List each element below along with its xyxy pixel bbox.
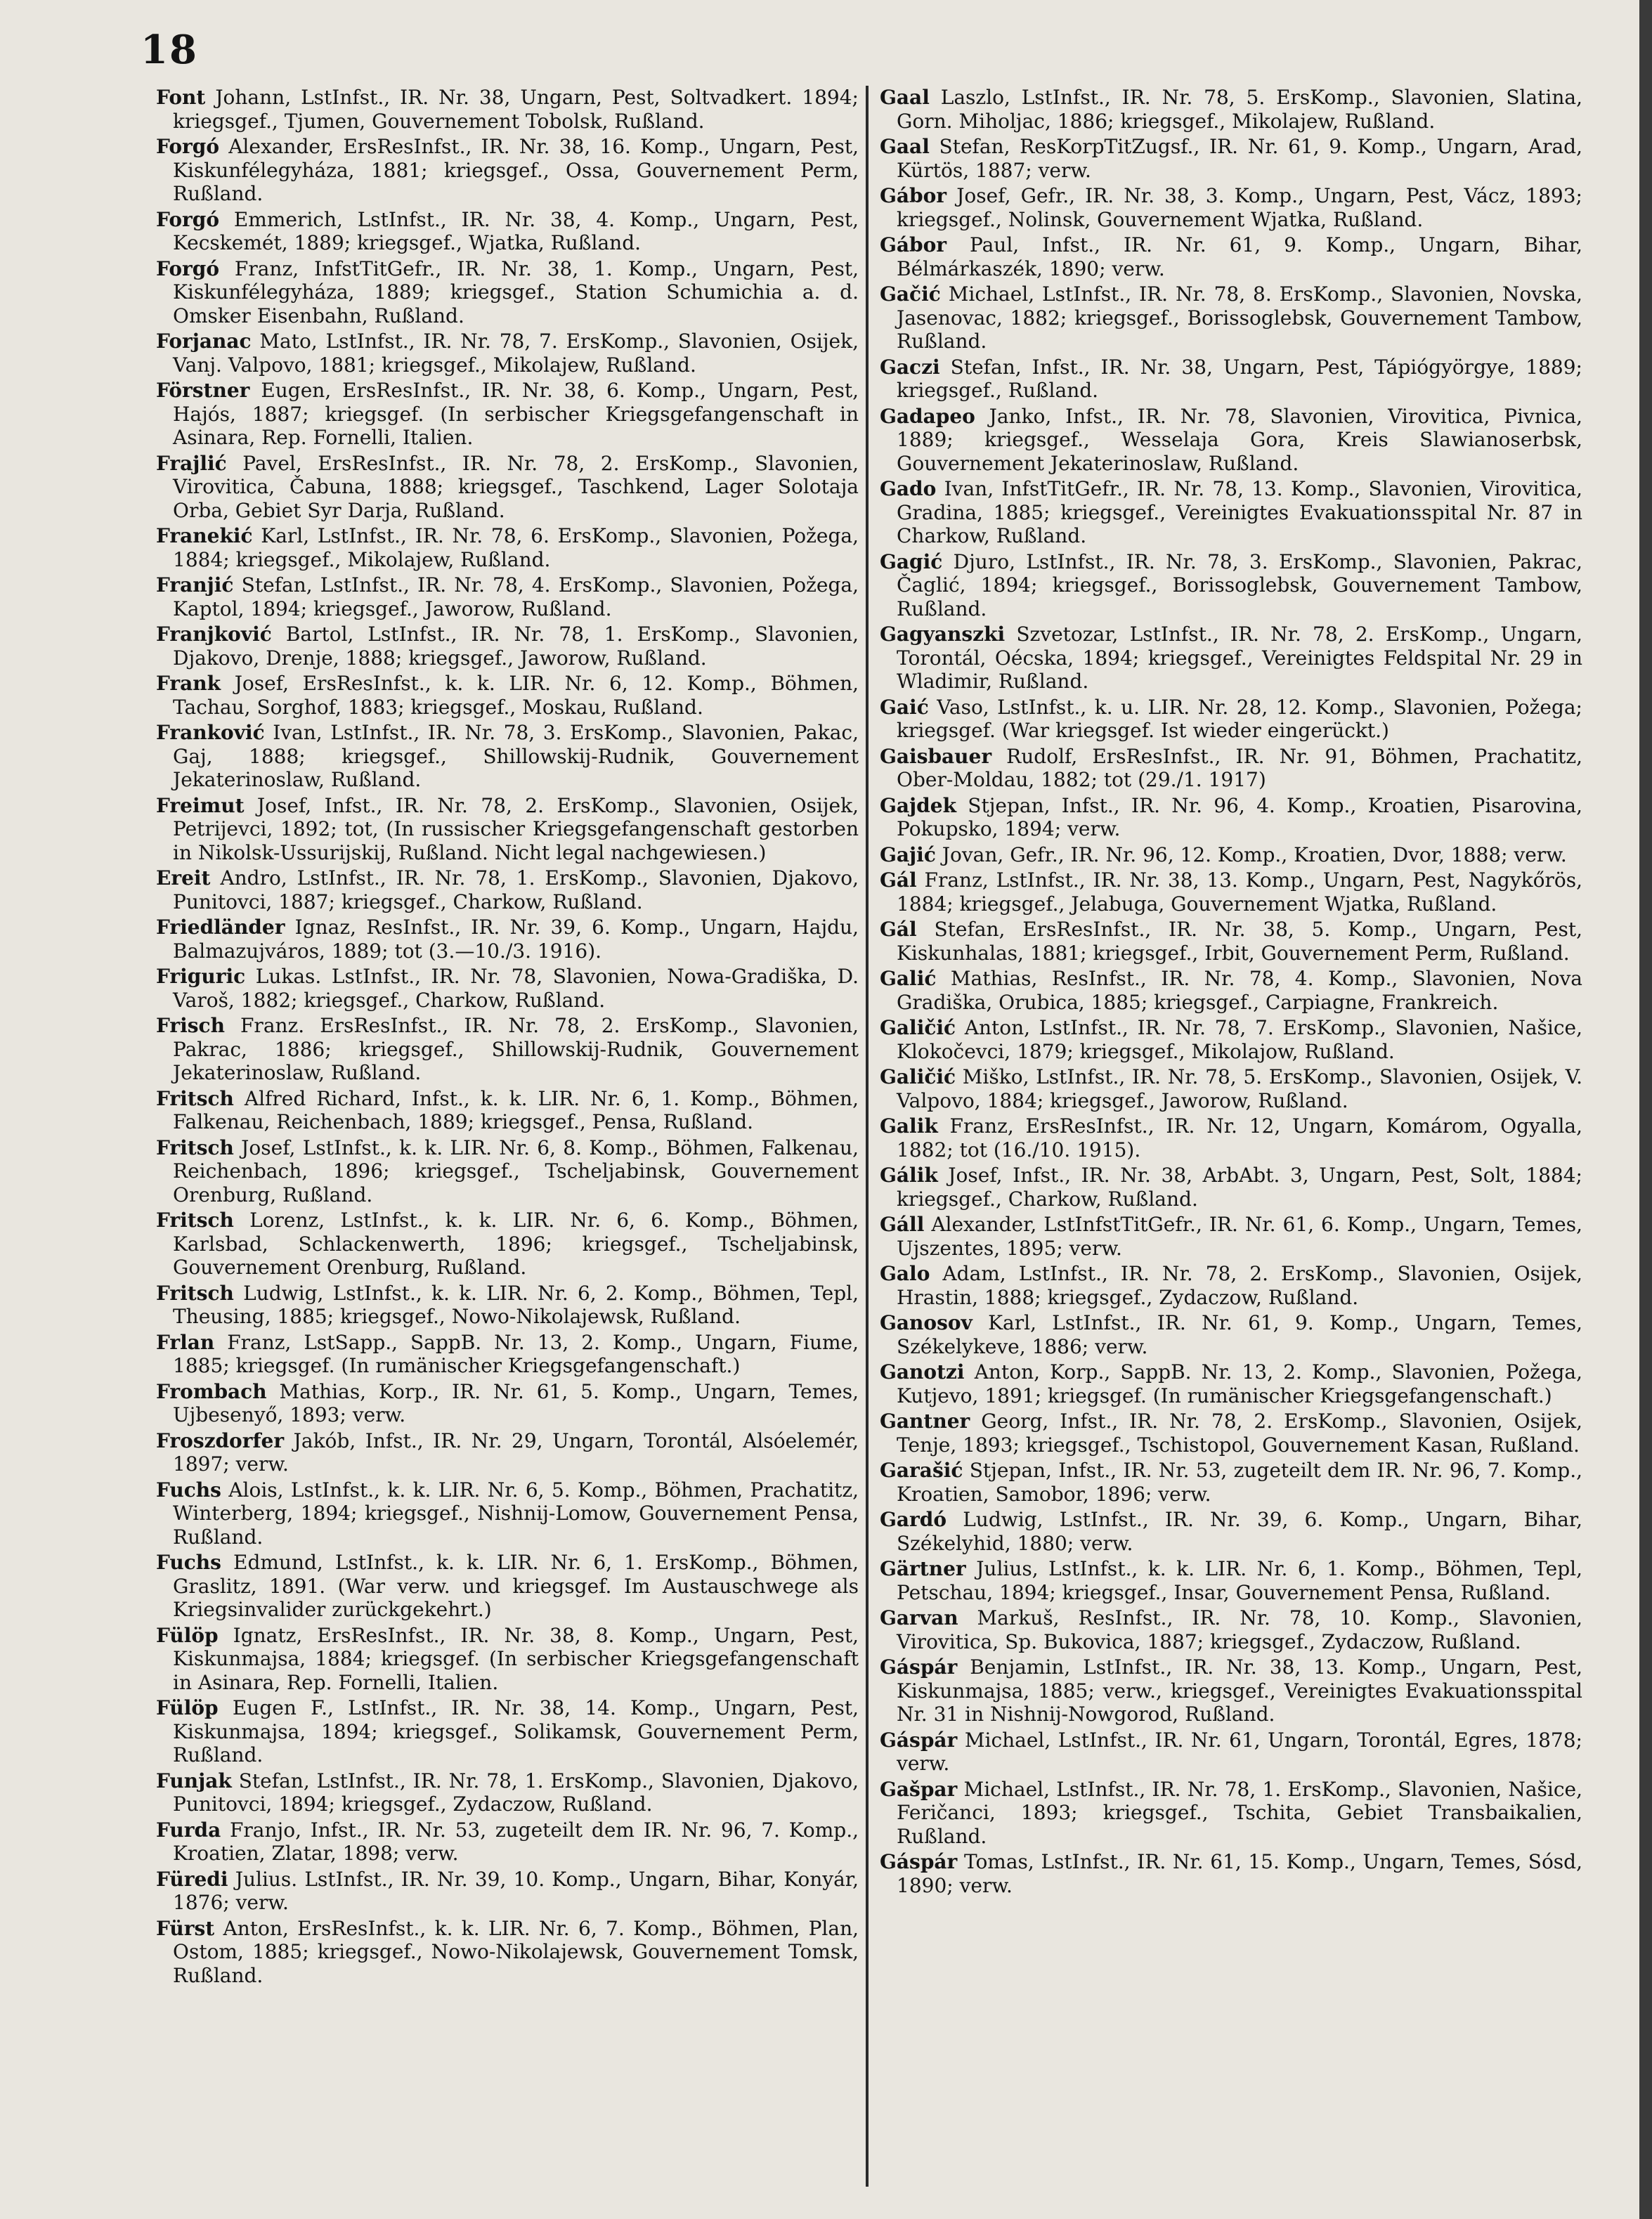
entry-details: Adam, LstInfst., IR. Nr. 78, 2. ErsKomp., Slavonien, Osijek, Hrastin, 1888; kriegsgef., Zydaczow, Rußland. <box>897 1262 1582 1309</box>
page-edge <box>1639 0 1652 2219</box>
register-entry <box>880 1410 1582 1457</box>
entry-surname: Forgó <box>156 135 220 158</box>
entry-details: Mathias, ResInfst., IR. Nr. 78, 4. Komp., Slavonien, Nova Gradiška, Orubica, 1885; kriegsgef., Carpiagne, Frankreich. <box>897 967 1582 1014</box>
register-entry <box>156 208 859 255</box>
register-entry <box>156 965 859 1012</box>
register-entry <box>880 1459 1582 1506</box>
entry-surname: Frlan <box>156 1330 215 1354</box>
entry-details: Stefan, LstInfst., IR. Nr. 78, 1. ErsKomp., Slavonien, Djakovo, Punitovci, 1894; kriegsgef., Zydaczow, Rußland. <box>173 1769 859 1816</box>
entry-surname: Font <box>156 86 206 109</box>
register-entry <box>156 866 859 913</box>
entry-details: Emmerich, LstInfst., IR. Nr. 38, 4. Komp., Ungarn, Pest, Kecskemét, 1889; kriegsgef., Wjatka, Rußland. <box>173 207 859 254</box>
register-entry <box>880 843 1582 867</box>
register-entry <box>156 452 859 523</box>
entry-details: Ludwig, LstInfst., k. k. LIR. Nr. 6, 2. Komp., Böhmen, Tepl, Theusing, 1885; kriegsgef., Nowo-Nikolajewsk, Rußland. <box>173 1281 859 1328</box>
entry-surname: Galo <box>880 1262 930 1285</box>
register-entry <box>880 1778 1582 1849</box>
register-entry <box>880 1262 1582 1309</box>
entry-surname: Galić <box>880 967 937 990</box>
entry-details: Edmund, LstInfst., k. k. LIR. Nr. 6, 1. ErsKomp., Böhmen, Graslitz, 1891. (War verw. und kriegsgef. Im Austauschwege als Kriegsinvalider zurückgekehrt.) <box>173 1551 859 1621</box>
entry-surname: Funjak <box>156 1769 232 1792</box>
entry-surname: Füredi <box>156 1867 228 1891</box>
register-entry <box>156 257 859 328</box>
register-entry <box>880 233 1582 280</box>
entry-details: Eugen F., LstInfst., IR. Nr. 38, 14. Komp., Ungarn, Pest, Kiskunmajsa, 1894; kriegsgef., Solikamsk, Gouvernement Perm, Rußland. <box>173 1696 859 1766</box>
entry-details: Alexander, ErsResInfst., IR. Nr. 38, 16. Komp., Ungarn, Pest, Kiskunfélegyháza, 1881; kriegsgef., Ossa, Gouvernement Perm, Rußland. <box>173 135 859 205</box>
register-entry <box>156 623 859 670</box>
register-entry <box>156 135 859 206</box>
column-divider <box>866 86 869 2187</box>
register-entry <box>880 1016 1582 1063</box>
entry-details: Pavel, ErsResInfst., IR. Nr. 78, 2. ErsKomp., Slavonien, Virovitica, Čabuna, 1888; kriegsgef., Taschkend, Lager Solotaja Orba, Gebiet Syr Darja, Rußland. <box>173 451 859 522</box>
register-entry <box>156 1331 859 1378</box>
register-entry <box>880 282 1582 353</box>
register-entry <box>880 86 1582 133</box>
entry-surname: Gärtner <box>880 1557 966 1580</box>
entry-surname: Franković <box>156 721 265 744</box>
entry-details: Ludwig, LstInfst., IR. Nr. 39, 6. Komp., Ungarn, Bihar, Székelyhid, 1880; verw. <box>897 1508 1582 1555</box>
entry-surname: Gáspár <box>880 1728 958 1752</box>
entry-surname: Fürst <box>156 1916 215 1940</box>
register-entry <box>880 1557 1582 1604</box>
register-entry <box>156 379 859 450</box>
register-entry <box>880 1850 1582 1897</box>
register-entry <box>156 1478 859 1549</box>
register-entry <box>880 356 1582 403</box>
entry-surname: Garvan <box>880 1606 958 1629</box>
entry-details: Mato, LstInfst., IR. Nr. 78, 7. ErsKomp., Slavonien, Osijek, Vanj. Valpovo, 1881; kriegsgef., Mikolajew, Rußland. <box>173 330 859 377</box>
register-entry <box>880 1213 1582 1260</box>
entry-surname: Gaczi <box>880 355 940 379</box>
entry-details: Andro, LstInfst., IR. Nr. 78, 1. ErsKomp., Slavonien, Djakovo, Punitovci, 1887; kriegsgef., Charkow, Rußland. <box>173 866 859 913</box>
entry-details: Josef, LstInfst., k. k. LIR. Nr. 6, 8. Komp., Böhmen, Falkenau, Reichenbach, 1896; kriegsgef., Tscheljabinsk, Gouvernement Orenburg, Rußland. <box>173 1135 859 1206</box>
entry-surname: Fritsch <box>156 1209 234 1232</box>
entry-surname: Gáll <box>880 1213 925 1236</box>
entry-details: Bartol, LstInfst., IR. Nr. 78, 1. ErsKomp., Slavonien, Djakovo, Drenje, 1888; kriegsgef., Jaworow, Rußland. <box>173 623 859 670</box>
entry-surname: Froszdorfer <box>156 1429 285 1452</box>
entry-details: Ignaz, ResInfst., IR. Nr. 39, 6. Komp., Ungarn, Hajdu, Balmazujváros, 1889; tot (3.—10./3. 1916). <box>173 916 859 963</box>
entry-details: Michael, LstInfst., IR. Nr. 78, 8. ErsKomp., Slavonien, Novska, Jasenovac, 1882; kriegsgef., Borissoglebsk, Gouvernement Tambow, Rußland. <box>897 282 1582 353</box>
entry-details: Johann, LstInfst., IR. Nr. 38, Ungarn, Pest, Soltvadkert. 1894; kriegsgef., Tjumen, Gouvernement Tobolsk, Rußland. <box>173 86 859 133</box>
entry-details: Karl, LstInfst., IR. Nr. 78, 6. ErsKomp., Slavonien, Požega, 1884; kriegsgef., Mikolajew, Rußland. <box>173 524 859 571</box>
entry-surname: Galičić <box>880 1016 956 1039</box>
entry-surname: Forjanac <box>156 330 252 353</box>
entry-surname: Fritsch <box>156 1086 234 1110</box>
entry-details: Julius. LstInfst., IR. Nr. 39, 10. Komp., Ungarn, Bihar, Konyár, 1876; verw. <box>173 1867 859 1914</box>
entry-surname: Gáspár <box>880 1850 958 1873</box>
entry-surname: Friguric <box>156 965 246 988</box>
entry-details: Alois, LstInfst., k. k. LIR. Nr. 6, 5. Komp., Böhmen, Prachatitz, Winterberg, 1894; kriegsgef., Nishnij-Lomow, Gouvernement Pensa, Rußland. <box>173 1478 859 1549</box>
entry-surname: Gado <box>880 477 937 500</box>
right-column <box>880 86 1582 2187</box>
entry-surname: Gál <box>880 868 917 892</box>
entry-details: Franz. ErsResInfst., IR. Nr. 78, 2. ErsKomp., Slavonien, Pakrac, 1886; kriegsgef., Shillowskij-Rudnik, Gouvernement Jekaterinoslaw, Rußland. <box>173 1014 859 1084</box>
entry-details: Eugen, ErsResInfst., IR. Nr. 38, 6. Komp., Ungarn, Pest, Hajós, 1887; kriegsgef. (In serbischer Kriegsgefangenschaft in Asinara, Rep. Fornelli, Italien. <box>173 379 859 449</box>
entry-surname: Gantner <box>880 1410 970 1433</box>
entry-details: Michael, LstInfst., IR. Nr. 78, 1. ErsKomp., Slavonien, Našice, Feričanci, 1893; kriegsgef., Tschita, Gebiet Transbaikalien, Rußland. <box>897 1777 1582 1848</box>
register-entry <box>880 967 1582 1014</box>
entry-surname: Franekić <box>156 524 253 547</box>
entry-details: Franz, ErsResInfst., IR. Nr. 12, Ungarn, Komárom, Ogyalla, 1882; tot (16./10. 1915). <box>897 1114 1582 1161</box>
entry-surname: Franjković <box>156 623 272 646</box>
entry-details: Josef, ErsResInfst., k. k. LIR. Nr. 6, 12. Komp., Böhmen, Tachau, Sorghof, 1883; kriegsgef., Moskau, Rußland. <box>173 672 859 719</box>
register-entry <box>880 1311 1582 1358</box>
entry-details: Franz, LstInfst., IR. Nr. 38, 13. Komp., Ungarn, Pest, Nagykőrös, 1884; kriegsgef., Jelabuga, Gouvernement Wjatka, Rußland. <box>897 868 1582 916</box>
entry-surname: Gábor <box>880 233 947 256</box>
entry-surname: Garašić <box>880 1459 963 1482</box>
entry-surname: Galičić <box>880 1065 956 1088</box>
entry-details: Miško, LstInfst., IR. Nr. 78, 5. ErsKomp., Slavonien, Osijek, V. Valpovo, 1884; kriegsgef., Jaworow, Rußland. <box>897 1065 1582 1112</box>
register-entry <box>156 1429 859 1476</box>
register-entry <box>156 1380 859 1427</box>
entry-details: Alfred Richard, Infst., k. k. LIR. Nr. 6, 1. Komp., Böhmen, Falkenau, Reichenbach, 1889; kriegsgef., Pensa, Rußland. <box>173 1086 859 1133</box>
entry-details: Josef, Infst., IR. Nr. 38, ArbAbt. 3, Ungarn, Pest, Solt, 1884; kriegsgef., Charkow, Rußland. <box>897 1164 1582 1211</box>
entry-surname: Gaal <box>880 135 930 158</box>
left-column <box>156 86 859 2187</box>
entry-details: Georg, Infst., IR. Nr. 78, 2. ErsKomp., Slavonien, Osijek, Tenje, 1893; kriegsgef., Tschistopol, Gouvernement Kasan, Rußland. <box>897 1410 1582 1457</box>
entry-surname: Friedländer <box>156 916 285 939</box>
entry-details: Benjamin, LstInfst., IR. Nr. 38, 13. Komp., Ungarn, Pest, Kiskunmajsa, 1885; verw., kriegsgef., Vereinigtes Evakuationsspital Nr. 31 in Nishnij-Nowgorod, Rußland. <box>897 1655 1582 1726</box>
entry-surname: Gagić <box>880 549 943 573</box>
entry-details: Franjo, Infst., IR. Nr. 53, zugeteilt dem IR. Nr. 96, 7. Komp., Kroatien, Zlatar, 1898; verw. <box>173 1818 859 1865</box>
register-entry <box>156 330 859 377</box>
entry-surname: Gaal <box>880 86 930 109</box>
register-entry <box>156 1818 859 1866</box>
register-entry <box>880 1164 1582 1211</box>
register-entry <box>156 524 859 571</box>
register-entry <box>156 794 859 865</box>
entry-details: Markuš, ResInfst., IR. Nr. 78, 10. Komp., Slavonien, Virovitica, Sp. Bukovica, 1887; kriegsgef., Zydaczow, Rußland. <box>897 1606 1582 1653</box>
register-entry <box>880 623 1582 694</box>
register-entry <box>880 868 1582 916</box>
entry-details: Vaso, LstInfst., k. u. LIR. Nr. 28, 12. Komp., Slavonien, Požega; kriegsgef. (War kriegsgef. Ist wieder eingerückt.) <box>897 695 1582 742</box>
register-entry <box>880 1606 1582 1653</box>
entry-surname: Frank <box>156 672 221 695</box>
register-entry <box>880 1114 1582 1161</box>
entry-surname: Gajdek <box>880 793 956 817</box>
register-entry <box>880 794 1582 841</box>
entry-surname: Ereit <box>156 866 211 890</box>
entry-details: Stefan, Infst., IR. Nr. 38, Ungarn, Pest, Tápiógyörgye, 1889; kriegsgef., Rußland. <box>897 355 1582 402</box>
entry-details: Paul, Infst., IR. Nr. 61, 9. Komp., Ungarn, Bihar, Bélmárkaszék, 1890; verw. <box>897 233 1582 280</box>
entry-details: Lorenz, LstInfst., k. k. LIR. Nr. 6, 6. Komp., Böhmen, Karlsbad, Schlackenwerth, 1896; kriegsgef., Tscheljabinsk, Gouvernement Orenburg, Rußland. <box>173 1209 859 1279</box>
entry-surname: Forgó <box>156 207 220 231</box>
entry-surname: Frisch <box>156 1014 225 1037</box>
entry-details: Ivan, InfstTitGefr., IR. Nr. 78, 13. Komp., Slavonien, Virovitica, Gradina, 1885; kriegsgef., Vereinigtes Evakuationsspital Nr. 87 in Charkow, Rußland. <box>897 477 1582 547</box>
register-entry <box>156 721 859 792</box>
register-entry <box>880 477 1582 548</box>
register-entry <box>880 405 1582 476</box>
register-entry <box>156 1014 859 1085</box>
entry-surname: Forgó <box>156 256 220 280</box>
entry-surname: Furda <box>156 1818 221 1842</box>
entry-surname: Gajić <box>880 842 936 866</box>
register-entry <box>880 1508 1582 1555</box>
entry-surname: Gačić <box>880 282 941 306</box>
entry-details: Josef, Infst., IR. Nr. 78, 2. ErsKomp., Slavonien, Osijek, Petrijevci, 1892; tot, (In russischer Kriegsgefangenschaft gestorben in Nikolsk-Ussurijskij, Rußland. Nicht legal nachgewiesen.) <box>173 793 859 864</box>
entry-surname: Freimut <box>156 793 245 817</box>
register-entry <box>880 550 1582 621</box>
register-entry <box>156 1136 859 1207</box>
entry-details: Jakób, Infst., IR. Nr. 29, Ungarn, Torontál, Alsóelemér, 1897; verw. <box>173 1429 859 1476</box>
entry-details: Franz, LstSapp., SappB. Nr. 13, 2. Komp., Ungarn, Fiume, 1885; kriegsgef. (In rumänischer Kriegsgefangenschaft.) <box>173 1330 859 1377</box>
entry-details: Tomas, LstInfst., IR. Nr. 61, 15. Komp., Ungarn, Temes, Sósd, 1890; verw. <box>897 1850 1582 1897</box>
entry-surname: Fülöp <box>156 1696 219 1719</box>
entry-surname: Gašpar <box>880 1777 958 1801</box>
entry-details: Janko, Infst., IR. Nr. 78, Slavonien, Virovitica, Pivnica, 1889; kriegsgef., Wesselaja Gora, Kreis Slawianoserbsk, Gouvernement Jekaterinoslaw, Rußland. <box>897 404 1582 475</box>
entry-details: Stefan, LstInfst., IR. Nr. 78, 4. ErsKomp., Slavonien, Požega, Kaptol, 1894; kriegsgef., Jaworow, Rußland. <box>173 573 859 620</box>
entry-details: Laszlo, LstInfst., IR. Nr. 78, 5. ErsKomp., Slavonien, Slatina, Gorn. Miholjac, 1886; kriegsgef., Mikolajew, Rußland. <box>897 86 1582 133</box>
register-entry <box>880 135 1582 182</box>
entry-surname: Gaisbauer <box>880 744 992 768</box>
register-entry <box>880 696 1582 743</box>
entry-details: Jovan, Gefr., IR. Nr. 96, 12. Komp., Kroatien, Dvor, 1888; verw. <box>942 842 1567 866</box>
entry-surname: Gadapeo <box>880 404 975 428</box>
entry-surname: Gábor <box>880 184 947 207</box>
register-entry <box>156 1087 859 1134</box>
entry-details: Szvetozar, LstInfst., IR. Nr. 78, 2. ErsKomp., Ungarn, Torontál, Oécska, 1894; kriegsgef., Vereinigtes Feldspital Nr. 29 in Wladimir, Rußland. <box>897 623 1582 693</box>
entry-surname: Gaić <box>880 695 929 719</box>
entry-surname: Franjić <box>156 573 234 597</box>
register-entry <box>156 1624 859 1695</box>
entry-surname: Gagyanszki <box>880 623 1006 646</box>
register-entry <box>880 918 1582 965</box>
register-entry <box>880 1729 1582 1776</box>
register-entry <box>880 1655 1582 1726</box>
entry-surname: Ganosov <box>880 1311 973 1334</box>
register-entry <box>156 1868 859 1915</box>
entry-details: Lukas. LstInfst., IR. Nr. 78, Slavonien, Nowa-Gradiška, D. Varoš, 1882; kriegsgef., Charkow, Rußland. <box>173 965 859 1012</box>
register-entry <box>156 1917 859 1988</box>
register-entry <box>156 573 859 620</box>
entry-surname: Fülöp <box>156 1623 219 1647</box>
entry-surname: Fritsch <box>156 1281 234 1305</box>
entry-surname: Ganotzi <box>880 1360 965 1384</box>
entry-details: Alexander, LstInfstTitGefr., IR. Nr. 61, 6. Komp., Ungarn, Temes, Ujszentes, 1895; verw. <box>897 1213 1582 1260</box>
entry-details: Anton, ErsResInfst., k. k. LIR. Nr. 6, 7. Komp., Böhmen, Plan, Ostom, 1885; kriegsgef., Nowo-Nikolajewsk, Gouvernement Tomsk, Rußland. <box>173 1916 859 1987</box>
register-entry <box>156 672 859 719</box>
register-entry <box>156 1696 859 1767</box>
entry-details: Djuro, LstInfst., IR. Nr. 78, 3. ErsKomp., Slavonien, Pakrac, Čaglić, 1894; kriegsgef., Borissoglebsk, Gouvernement Tambow, Rußland. <box>897 549 1582 620</box>
entry-surname: Gardó <box>880 1508 947 1531</box>
register-entry <box>880 1360 1582 1407</box>
entry-details: Josef, Gefr., IR. Nr. 38, 3. Komp., Ungarn, Pest, Vácz, 1893; kriegsgef., Nolinsk, Gouvernement Wjatka, Rußland. <box>897 184 1582 231</box>
entry-details: Julius, LstInfst., k. k. LIR. Nr. 6, 1. Komp., Böhmen, Tepl, Petschau, 1894; kriegsgef., Insar, Gouvernement Pensa, Rußland. <box>897 1557 1582 1604</box>
entry-surname: Frajlić <box>156 451 227 475</box>
register-entry <box>156 1209 859 1280</box>
entry-details: Anton, Korp., SappB. Nr. 13, 2. Komp., Slavonien, Požega, Kutjevo, 1891; kriegsgef. (In rumänischer Kriegsgefangenschaft.) <box>897 1360 1582 1407</box>
register-entry <box>156 1282 859 1329</box>
register-entry <box>156 86 859 133</box>
entry-surname: Förstner <box>156 379 250 402</box>
register-entry <box>156 1551 859 1622</box>
register-entry <box>880 745 1582 792</box>
entry-details: Ivan, LstInfst., IR. Nr. 78, 3. ErsKomp., Slavonien, Pakac, Gaj, 1888; kriegsgef., Shillowskij-Rudnik, Gouvernement Jekaterinoslaw, Rußland. <box>173 721 859 791</box>
entry-details: Stefan, ResKorpTitZugsf., IR. Nr. 61, 9. Komp., Ungarn, Arad, Kürtös, 1887; verw. <box>897 135 1582 182</box>
entry-details: Rudolf, ErsResInfst., IR. Nr. 91, Böhmen, Prachatitz, Ober-Moldau, 1882; tot (29./1. 1917) <box>897 744 1582 791</box>
entry-details: Stjepan, Infst., IR. Nr. 96, 4. Komp., Kroatien, Pisarovina, Pokupsko, 1894; verw. <box>897 793 1582 840</box>
entry-details: Franz, InfstTitGefr., IR. Nr. 38, 1. Komp., Ungarn, Pest, Kiskunfélegyháza, 1889; kriegsgef., Station Schumichia a. d. Omsker Eisenbahn, Rußland. <box>173 256 859 327</box>
entry-details: Michael, LstInfst., IR. Nr. 61, Ungarn, Torontál, Egres, 1878; verw. <box>897 1728 1582 1775</box>
register-entry <box>156 1769 859 1816</box>
entry-details: Ignatz, ErsResInfst., IR. Nr. 38, 8. Komp., Ungarn, Pest, Kiskunmajsa, 1884; kriegsgef. (In serbischer Kriegsgefangenschaft in Asinara, Rep. Fornelli, Italien. <box>173 1623 859 1694</box>
entry-surname: Fuchs <box>156 1551 221 1574</box>
entry-surname: Gálik <box>880 1164 938 1187</box>
entry-surname: Gál <box>880 918 917 941</box>
entry-surname: Fuchs <box>156 1478 221 1502</box>
register-entry <box>880 1065 1582 1112</box>
page-number: 18 <box>141 27 198 73</box>
entry-surname: Galik <box>880 1114 938 1138</box>
register-entry <box>880 184 1582 231</box>
entry-details: Stefan, ErsResInfst., IR. Nr. 38, 5. Komp., Ungarn, Pest, Kiskunhalas, 1881; kriegsgef., Irbit, Gouvernement Perm, Rußland. <box>897 918 1582 965</box>
entry-details: Anton, LstInfst., IR. Nr. 78, 7. ErsKomp., Slavonien, Našice, Klokočevci, 1879; kriegsgef., Mikolajow, Rußland. <box>897 1016 1582 1063</box>
entry-surname: Gáspár <box>880 1655 958 1679</box>
entry-details: Mathias, Korp., IR. Nr. 61, 5. Komp., Ungarn, Temes, Ujbesenyő, 1893; verw. <box>173 1379 859 1426</box>
entry-surname: Frombach <box>156 1379 267 1403</box>
entry-details: Stjepan, Infst., IR. Nr. 53, zugeteilt dem IR. Nr. 96, 7. Komp., Kroatien, Samobor, 1896; verw. <box>897 1459 1582 1506</box>
entry-details: Karl, LstInfst., IR. Nr. 61, 9. Komp., Ungarn, Temes, Székelykeve, 1886; verw. <box>897 1311 1582 1358</box>
entry-surname: Fritsch <box>156 1135 234 1159</box>
register-entry <box>156 916 859 963</box>
